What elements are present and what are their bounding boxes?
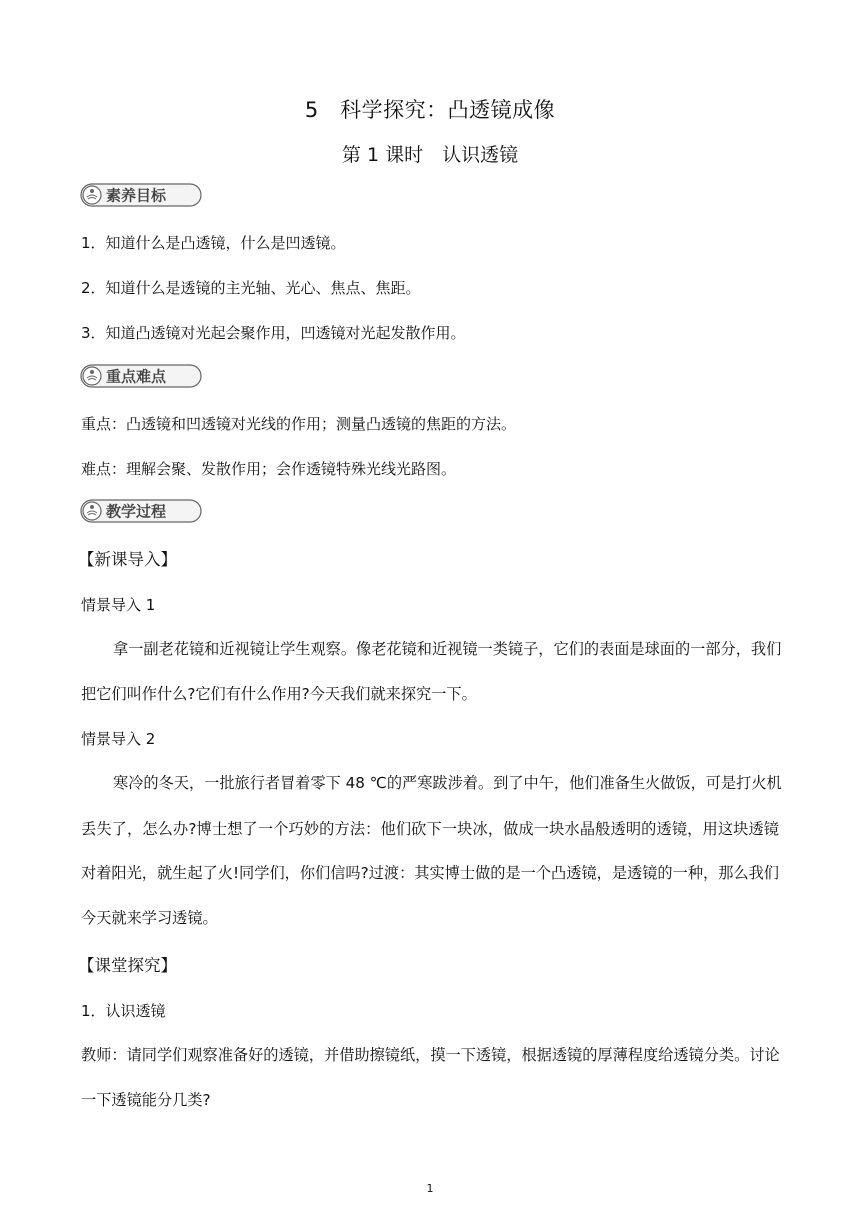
teacher-paragraph-line: 教师：请同学们观察准备好的透镜，并借助擦镜纸，摸一下透镜，根据透镜的厚薄程度给透镜分类。讨论 xyxy=(81,1046,780,1064)
badge-label: 教学过程 xyxy=(106,502,167,521)
section-badge-goals xyxy=(80,183,202,207)
scene2-paragraph-line: 对着阳光，就生起了火!同学们，你们信吗?过渡：其实博士做的是一个凸透镜，是透镜的一种，那么我们 xyxy=(81,864,779,882)
section-badge-process xyxy=(80,499,202,523)
teacher-paragraph-line: 一下透镜能分几类? xyxy=(81,1091,211,1109)
badge-label: 素养目标 xyxy=(106,186,167,205)
key-point-important: 重点：凸透镜和凹透镜对光线的作用；测量凸透镜的焦距的方法。 xyxy=(81,415,517,433)
key-point-difficult: 难点：理解会聚、发散作用；会作透镜特殊光线光路图。 xyxy=(81,460,457,478)
explore-item-1-label: 1．认识透镜 xyxy=(81,1002,166,1020)
goal-item-2: 2．知道什么是透镜的主光轴、光心、焦点、焦距。 xyxy=(81,279,421,297)
scene2-label: 情景导入 2 xyxy=(81,730,156,748)
page-title: 5 科学探究：凸透镜成像 xyxy=(304,98,556,122)
scene2-paragraph-line: 今天就来学习透镜。 xyxy=(81,909,218,927)
goal-item-1: 1．知道什么是凸透镜，什么是凹透镜。 xyxy=(81,234,346,252)
lesson-subtitle: 第 1 课时 认识透镜 xyxy=(341,144,519,166)
scene1-paragraph-line: 拿一副老花镜和近视镜让学生观察。像老花镜和近视镜一类镜子，它们的表面是球面的一部分，我们 xyxy=(113,640,782,658)
heading-new-lesson: 【新课导入】 xyxy=(78,550,177,569)
page-number: 1 xyxy=(426,1182,434,1195)
scene1-paragraph-line: 把它们叫作什么?它们有什么作用?今天我们就来探究一下。 xyxy=(81,685,477,703)
scene2-paragraph-line: 寒冷的冬天，一批旅行者冒着零下 48 ℃的严寒跋涉着。到了中午，他们准备生火做饭，可是打火机 xyxy=(113,774,782,792)
badge-label: 重点难点 xyxy=(106,367,167,386)
goal-item-3: 3．知道凸透镜对光起会聚作用，凹透镜对光起发散作用。 xyxy=(81,324,466,342)
scene2-paragraph-line: 丢失了，怎么办?博士想了一个巧妙的方法：他们砍下一块冰，做成一块水晶般透明的透镜，用这块透镜 xyxy=(81,820,779,838)
heading-class-explore: 【课堂探究】 xyxy=(78,956,177,975)
section-badge-key-points xyxy=(80,364,202,388)
scene1-label: 情景导入 1 xyxy=(81,596,156,614)
